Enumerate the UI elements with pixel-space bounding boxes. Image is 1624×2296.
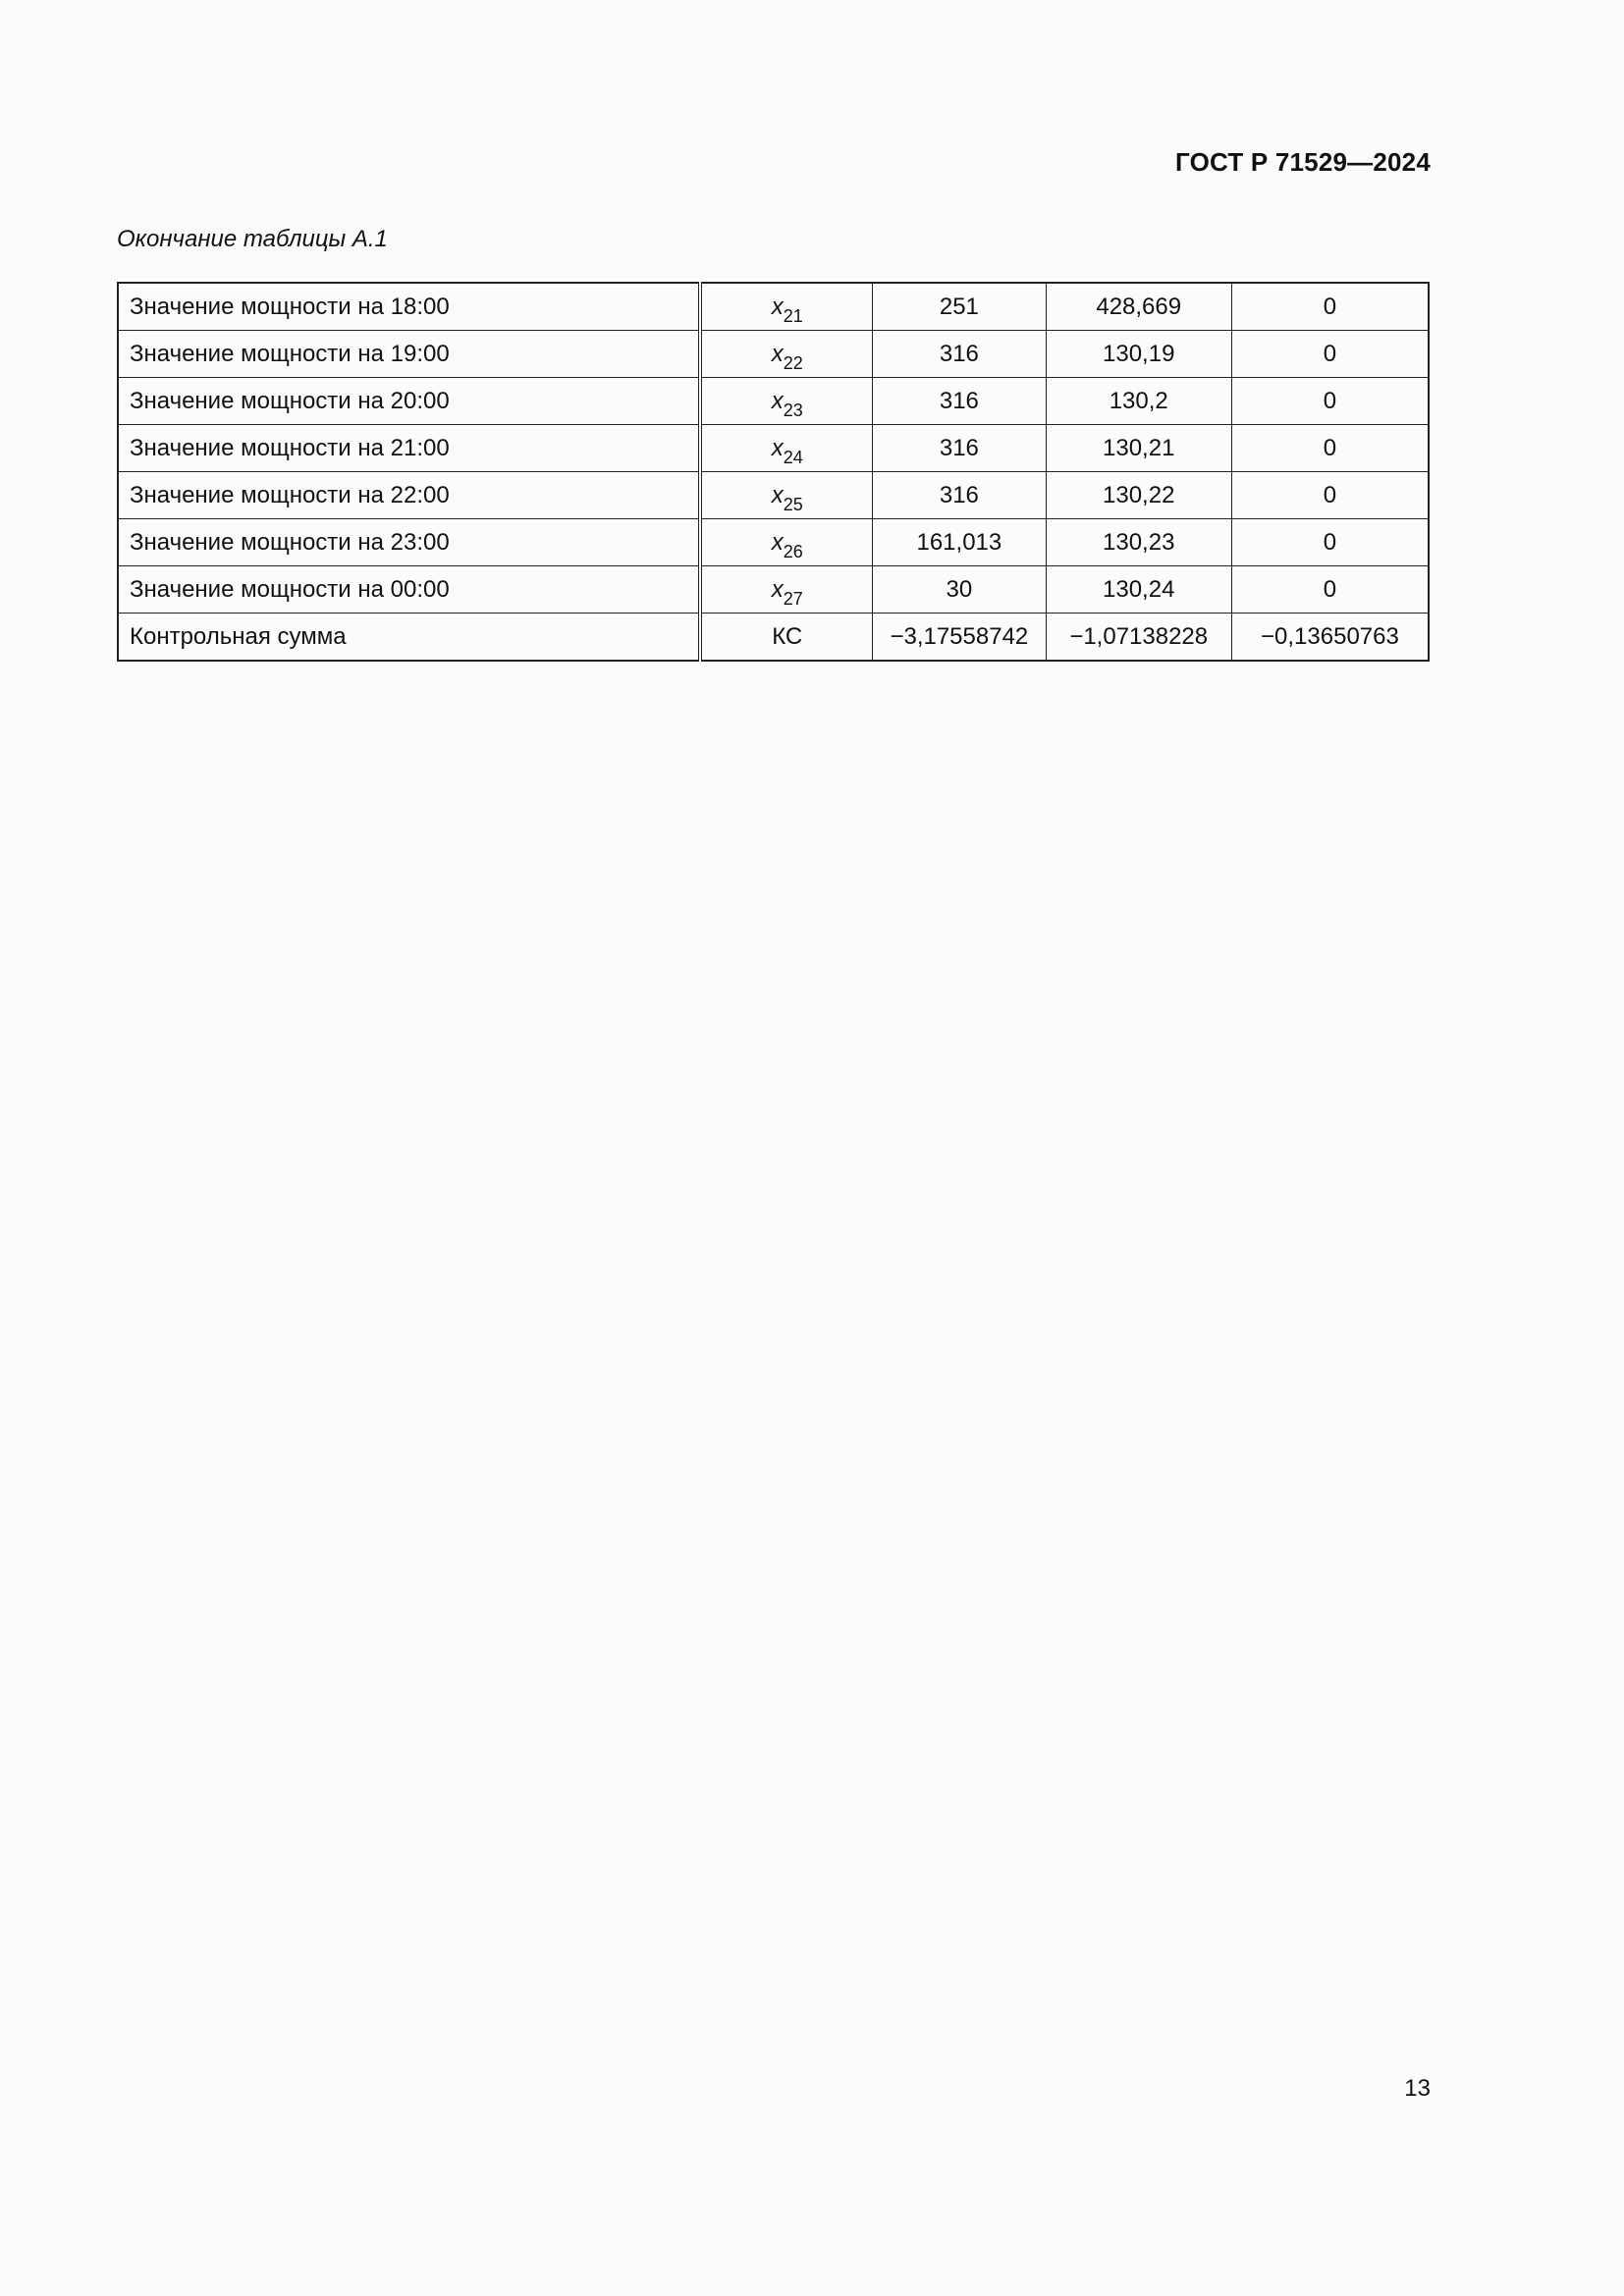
data-table — [117, 282, 1430, 662]
value-3: 0 — [1231, 283, 1429, 331]
variable-symbol — [700, 378, 872, 425]
value-1: 316 — [873, 331, 1046, 378]
value-3: 0 — [1231, 566, 1429, 614]
variable-symbol — [700, 283, 872, 331]
value-1: 316 — [873, 378, 1046, 425]
variable-index: 22 — [783, 352, 803, 373]
table-row — [118, 283, 1429, 331]
row-name: Значение мощности на 18:00 — [118, 283, 700, 331]
value-3: 0 — [1231, 425, 1429, 472]
value-1: 161,013 — [873, 519, 1046, 566]
checksum-symbol: КС — [700, 614, 872, 662]
value-3: 0 — [1231, 472, 1429, 519]
variable-letter: x — [771, 434, 784, 461]
checksum-name: Контрольная сумма — [118, 614, 700, 662]
variable-index: 27 — [783, 588, 803, 609]
table-row — [118, 566, 1429, 614]
document-id: ГОСТ Р 71529—2024 — [1175, 147, 1431, 177]
variable-symbol — [700, 519, 872, 566]
value-2: 428,669 — [1046, 283, 1231, 331]
value-2: 130,22 — [1046, 472, 1231, 519]
variable-letter: x — [771, 340, 784, 367]
variable-index: 21 — [783, 305, 803, 326]
row-name: Значение мощности на 00:00 — [118, 566, 700, 614]
page-number: 13 — [1404, 2075, 1431, 2102]
row-name: Значение мощности на 23:00 — [118, 519, 700, 566]
value-2: 130,21 — [1046, 425, 1231, 472]
checksum-value-3: −0,13650763 — [1231, 614, 1429, 662]
value-1: 316 — [873, 472, 1046, 519]
variable-symbol — [700, 566, 872, 614]
value-1: 251 — [873, 283, 1046, 331]
table-row — [118, 331, 1429, 378]
value-2: 130,24 — [1046, 566, 1231, 614]
checksum-value-1: −3,17558742 — [873, 614, 1046, 662]
variable-symbol — [700, 425, 872, 472]
value-2: 130,2 — [1046, 378, 1231, 425]
variable-letter: x — [771, 575, 784, 603]
variable-index: 23 — [783, 400, 803, 420]
variable-letter: x — [771, 293, 784, 320]
row-name: Значение мощности на 21:00 — [118, 425, 700, 472]
row-name: Значение мощности на 20:00 — [118, 378, 700, 425]
value-3: 0 — [1231, 378, 1429, 425]
checksum-row — [118, 614, 1429, 662]
value-1: 30 — [873, 566, 1046, 614]
value-2: 130,19 — [1046, 331, 1231, 378]
table-row — [118, 472, 1429, 519]
variable-index: 25 — [783, 494, 803, 514]
value-3: 0 — [1231, 331, 1429, 378]
table-row — [118, 378, 1429, 425]
variable-letter: x — [771, 481, 784, 508]
value-1: 316 — [873, 425, 1046, 472]
table-row — [118, 425, 1429, 472]
variable-index: 26 — [783, 541, 803, 561]
variable-symbol — [700, 472, 872, 519]
row-name: Значение мощности на 22:00 — [118, 472, 700, 519]
variable-letter: x — [771, 528, 784, 556]
value-2: 130,23 — [1046, 519, 1231, 566]
table-row — [118, 519, 1429, 566]
table-caption: Окончание таблицы А.1 — [117, 226, 388, 252]
variable-index: 24 — [783, 447, 803, 467]
variable-letter: x — [771, 387, 784, 414]
row-name: Значение мощности на 19:00 — [118, 331, 700, 378]
checksum-value-2: −1,07138228 — [1046, 614, 1231, 662]
variable-symbol — [700, 331, 872, 378]
value-3: 0 — [1231, 519, 1429, 566]
